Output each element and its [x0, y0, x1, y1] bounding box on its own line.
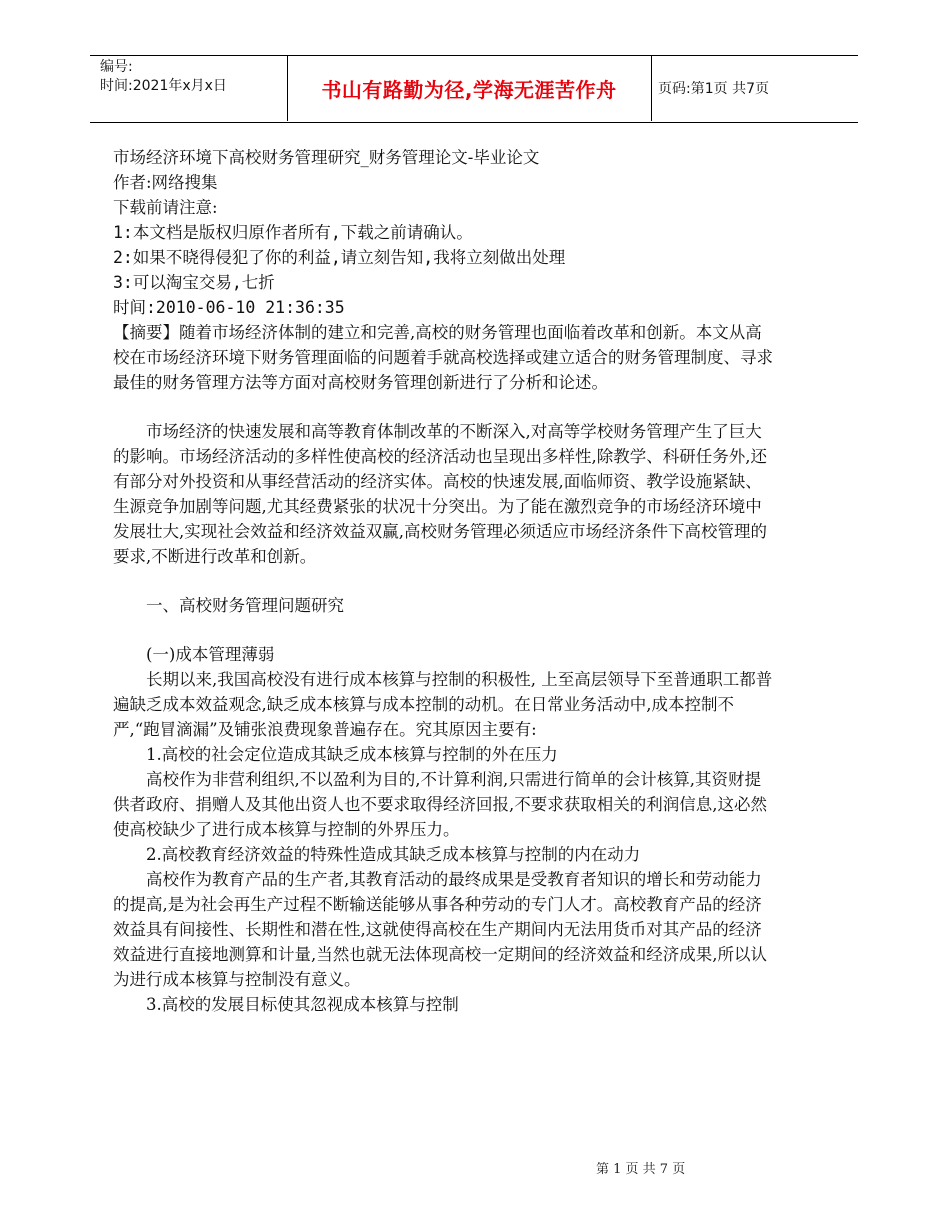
document-body [113, 145, 773, 1017]
abstract: 【摘要】随着市场经济体制的建立和完善,高校的财务管理也面临着改革和创新。本文从高校在市场经济环境下财务管理面临的问题着手就高校选择或建立适合的财务管理制度、寻求最佳的财务管理方法等方面对高校财务管理创新进行了分析和论述。 [113, 323, 773, 392]
spacer [113, 618, 773, 642]
spacer [113, 395, 773, 419]
section-heading-1: 一、高校财务管理问题研究 [146, 596, 344, 615]
spacer [113, 569, 773, 593]
doc-title: 市场经济环境下高校财务管理研究_财务管理论文-毕业论文 [113, 148, 540, 167]
time-label: 时间:2021年x月x日 [100, 78, 227, 94]
item-2-text: 高校作为教育产品的生产者,其教育活动的最终成果是受教育者知识的增长和劳动能力的提高,是为社会再生产过程不断输送能够从事各种劳动的专门人才。高校教育产品的经济效益具有间接性、长期性和潜在性,这就使得高校在生产期间内无法用货币对其产品的经济效益进行直接地测算和计量,当然也就无法体现高校一定期间的经济效益和经济成果,所以认为进行成本核算与控制没有意义。 [113, 870, 767, 989]
notice-item-3: 3:可以淘宝交易,七折 [113, 273, 275, 292]
item-3-title: 3.高校的发展目标使其忽视成本核算与控制 [146, 995, 459, 1014]
item-1-title: 1.高校的社会定位造成其缺乏成本核算与控制的外在压力 [146, 745, 558, 764]
intro-paragraph: 市场经济的快速发展和高等教育体制改革的不断深入,对高等学校财务管理产生了巨大的影响。市场经济活动的多样性使高校的经济活动也呈现出多样性,除教学、科研任务外,还有部分对外投资和从事经营活动的经济实体。高校的快速发展,面临师资、教学设施紧缺、生源竞争加剧等问题,尤其经费紧张的状况十分突出。为了能在激烈竞争的市场经济环境中发展壮大,实现社会效益和经济效益双赢,高校财务管理必须适应市场经济条件下高校管理的要求,不断进行改革和创新。 [113, 422, 767, 566]
doc-author: 作者:网络搜集 [113, 173, 218, 192]
notice-item-1: 1:本文档是版权归原作者所有,下载之前请确认。 [113, 223, 473, 242]
header-meta [100, 58, 286, 96]
number-label: 编号: [100, 59, 133, 75]
page-footer: 第 1 页 共 7 页 [596, 1162, 686, 1177]
notice-item-2: 2:如果不晓得侵犯了你的利益,请立刻告知,我将立刻做出处理 [113, 248, 566, 267]
header-divider-right [651, 55, 652, 121]
doc-time: 时间:2010-06-10 21:36:35 [113, 298, 345, 317]
paragraph-1: 长期以来,我国高校没有进行成本核算与控制的积极性, 上至高层领导下至普通职工都普遍缺乏成本效益观念,缺乏成本核算与成本控制的动机。在日常业务活动中,成本控制不严,“跑冒滴漏”及铺张浪费现象普遍存在。究其原因主要有: [113, 670, 773, 739]
item-2-title: 2.高校教育经济效益的特殊性造成其缺乏成本核算与控制的内在动力 [146, 845, 641, 864]
item-1-text: 高校作为非营利组织,不以盈利为目的,不计算利润,只需进行简单的会计核算,其资财提供者政府、捐赠人及其他出资人也不要求取得经济回报,不要求获取相关的利润信息,这必然使高校缺少了进行成本核算与控制的外界压力。 [113, 770, 767, 839]
header-motto: 书山有路勤为径,学海无涯苦作舟 [321, 77, 617, 102]
header-page-code: 页码:第1页 共7页 [658, 81, 769, 97]
subsection-heading-1: (一)成本管理薄弱 [146, 645, 275, 664]
notice-heading: 下载前请注意: [113, 198, 218, 217]
